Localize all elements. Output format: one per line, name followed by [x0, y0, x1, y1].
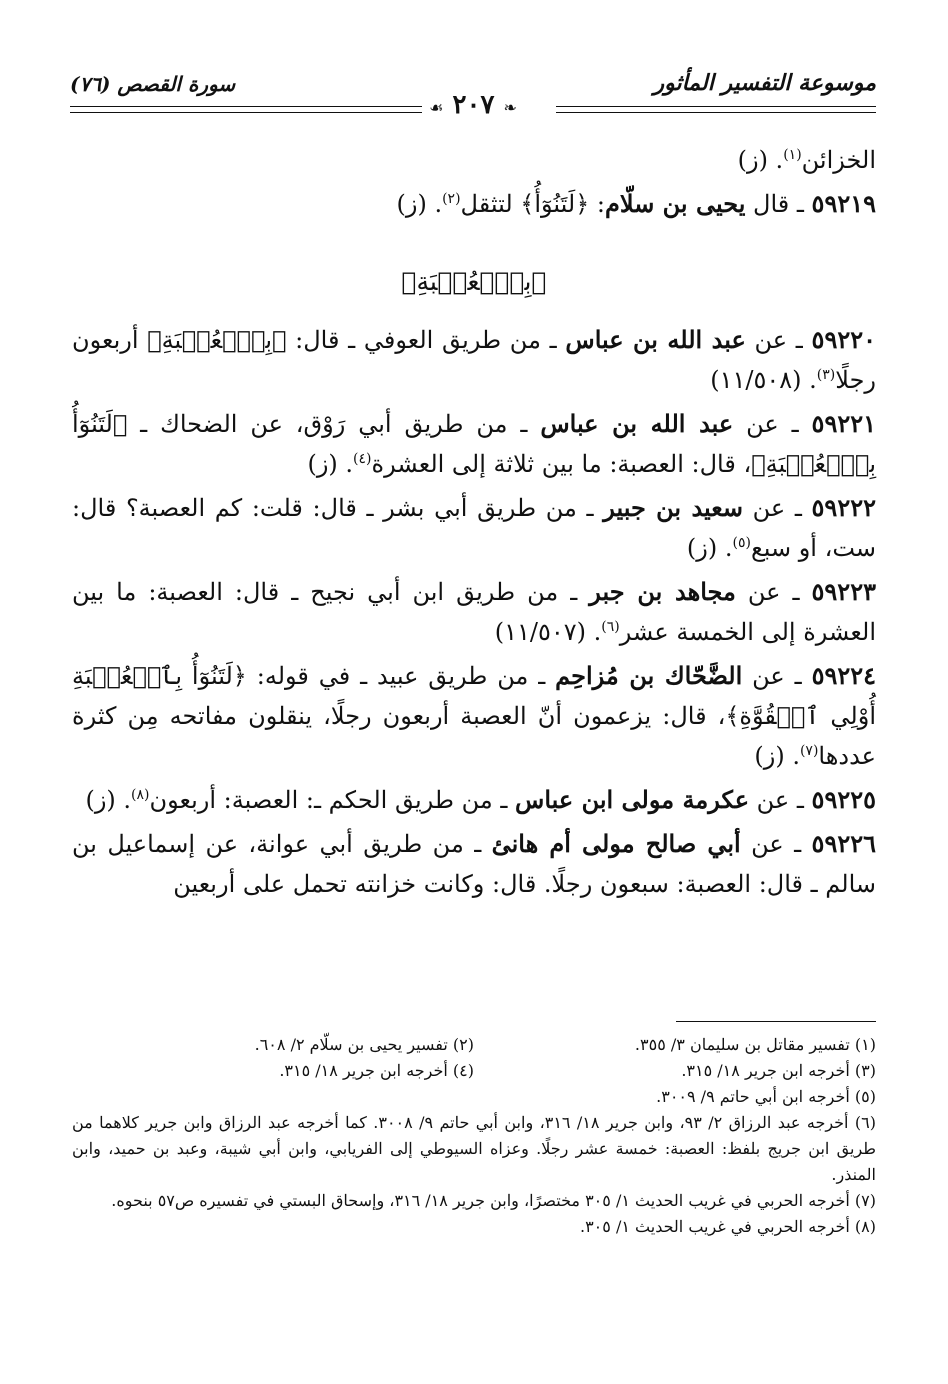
- footnote-ref: (٦): [601, 619, 620, 635]
- footnote-7: (٧) أخرجه الحربي في غريب الحديث ١/ ٣٠٥ مختصرًا، وابن جرير ١٨/ ٣١٦، وإسحاق البستي في تفسيره ص٥٧ بنحوه.: [111, 1191, 876, 1210]
- narration-number: ٥٩٢٢٤: [811, 661, 877, 690]
- narrator-name: الضَّحّاك بن مُزاحِم: [555, 661, 743, 690]
- narrator-name: عبد الله بن عباس: [540, 409, 734, 438]
- footnote-8: (٨) أخرجه الحربي في غريب الحديث ١/ ٣٠٥.: [579, 1217, 876, 1236]
- quran-quote: ﴿لَتَنُوٓأُ﴾: [520, 190, 590, 218]
- page-header: [70, 70, 876, 120]
- footnote-1: (١) تفسير مقاتل بن سليمان ٣/ ٣٥٥.: [634, 1035, 876, 1054]
- narration-number: ٥٩٢٢٢: [811, 493, 876, 522]
- footnote-4: (٤) أخرجه ابن جرير ١٨/ ٣١٥.: [279, 1061, 474, 1080]
- main-text: [72, 140, 876, 908]
- footnote-3: (٣) أخرجه ابن جرير ١٨/ ٣١٥.: [681, 1061, 876, 1080]
- header-rule-right: [556, 106, 876, 113]
- book-title: موسوعة التفسير المأثور: [653, 70, 876, 96]
- narration-59223: ٥٩٢٢٣ ـ عن مجاهد بن جبر ـ من طريق ابن أبي نجيح ـ قال: العصبة: ما بين العشرة إلى الخمسة عشر$^{(٦)}$. (١١/٥٠٧): [72, 577, 876, 646]
- quran-quote: ﴿لَتَنُوٓأُ بِٱلۡعُصۡبَةِ أُوْلِي ٱلۡقُوَّةِ﴾: [72, 662, 876, 730]
- footnote-ref: (٧): [799, 743, 819, 759]
- narration-59224: ٥٩٢٢٤ ـ عن الضَّحّاك بن مُزاحِم ـ من طريق عبيد ـ في قوله: ﴿لَتَنُوٓأُ بِٱلۡعُصۡبَةِ أُوْلِي ٱلۡقُوَّةِ﴾، قال: يزعمون أنّ العصبة أربعون رجلًا، ينقلون مفاتحه مِن كثرة عددها$^{(٧)}$. (ز): [72, 661, 877, 770]
- narration-number: ٥٩٢٢٣: [811, 577, 876, 606]
- page-number-group: [429, 90, 517, 120]
- footnote-5: (٥) أخرجه ابن أبي حاتم ٩/ ٣٠٠٩.: [656, 1087, 876, 1106]
- footnote-2: (٢) تفسير يحيى بن سلّام ٢/ ٦٠٨.: [254, 1035, 474, 1054]
- narrator-name: أبي صالح مولى أم هانئ: [491, 829, 741, 858]
- narration-59222: ٥٩٢٢٢ ـ عن سعيد بن جبير ـ من طريق أبي بشر ـ قال: قلت: كم العصبة؟ قال: ست، أو سبع$^{(٥)}$. (ز): [72, 493, 876, 562]
- ornament-icon: ❧: [503, 98, 517, 117]
- narrator-name: عكرمة مولى ابن عباس: [515, 785, 750, 814]
- quran-quote: ﴿بِٱلۡعُصۡبَةِ﴾: [147, 326, 287, 354]
- footnote-ref: (٨): [131, 787, 150, 803]
- narration-59220: ٥٩٢٢٠ ـ عن عبد الله بن عباس ـ من طريق العوفي ـ قال: ﴿بِٱلۡعُصۡبَةِ﴾ أربعون رجلًا$^{(٣)}$. (١١/٥٠٨): [72, 325, 876, 394]
- narration-59221: ٥٩٢٢١ ـ عن عبد الله بن عباس ـ من طريق أبي رَوْق، عن الضحاك ـ ﴿لَتَنُوٓأُ بِٱلۡعُصۡبَةِ﴾، قال: العصبة: ما بين ثلاثة إلى العشرة$^{(٤)}$. (ز): [72, 409, 876, 478]
- footnote-ref: (٥): [732, 535, 751, 551]
- narrator-name: يحيى بن سلّام: [605, 189, 746, 218]
- footnote-ref: (٤): [353, 451, 372, 467]
- surah-name: سورة القصص (٧٦): [70, 72, 236, 96]
- footnote-ref: (٢): [442, 191, 461, 207]
- intro-line: الخزائن$^{(١)}$. (ز): [737, 146, 876, 174]
- footnotes: [72, 1032, 876, 1240]
- narration-number: ٥٩٢٢٠: [811, 325, 876, 354]
- footnote-ref: (١): [783, 147, 802, 163]
- quran-quote: ﴿لَتَنُوٓأُ بِٱلۡعُصۡبَةِ﴾: [72, 410, 876, 478]
- narration-59225: ٥٩٢٢٥ ـ عن عكرمة مولى ابن عباس ـ من طريق الحكم ـ: العصبة: أربعون$^{(٨)}$. (ز): [85, 785, 876, 814]
- section-heading: ﴿بِٱلۡعُصۡبَةِ﴾: [401, 267, 547, 296]
- narration-number: ٥٩٢٢٦: [811, 829, 876, 858]
- ornament-icon: ☙: [429, 98, 444, 117]
- footnote-6: (٦) أخرجه عبد الرزاق ٢/ ٩٣، وابن جرير ١٨/ ٣١٦، وابن أبي حاتم ٩/ ٣٠٠٨. كما أخرجه عبد الرزاق وابن جرير كلاهما من طريق ابن جريج بلفظ: العصبة: خمسة عشر رجلًا. وعزاه السيوطي إلى الفريابي، وابن أبي شيبة، وعبد بن حميد، وابن المنذر.: [72, 1113, 876, 1184]
- narration-number: ٥٩٢٢١: [811, 409, 876, 438]
- page-number: ٢٠٧: [452, 90, 495, 120]
- narration-number: ٥٩٢١٩: [811, 189, 876, 218]
- footnote-ref: (٣): [816, 367, 836, 383]
- narration-number: ٥٩٢٢٥: [811, 785, 876, 814]
- narration-59219: ٥٩٢١٩ ـ قال يحيى بن سلّام: ﴿لَتَنُوٓأُ﴾ لتثقل$^{(٢)}$. (ز): [396, 189, 876, 218]
- narrator-name: عبد الله بن عباس: [565, 325, 746, 354]
- narrator-name: مجاهد بن جبر: [589, 577, 736, 606]
- header-rule-left: [70, 106, 422, 113]
- footnote-divider: [676, 1021, 876, 1022]
- narration-59226: ٥٩٢٢٦ ـ عن أبي صالح مولى أم هانئ ـ من طريق أبي عوانة، عن إسماعيل بن سالم ـ قال: العصبة: سبعون رجلًا. قال: وكانت خزانته تحمل على أربعين: [72, 829, 876, 898]
- narrator-name: سعيد بن جبير: [603, 493, 743, 522]
